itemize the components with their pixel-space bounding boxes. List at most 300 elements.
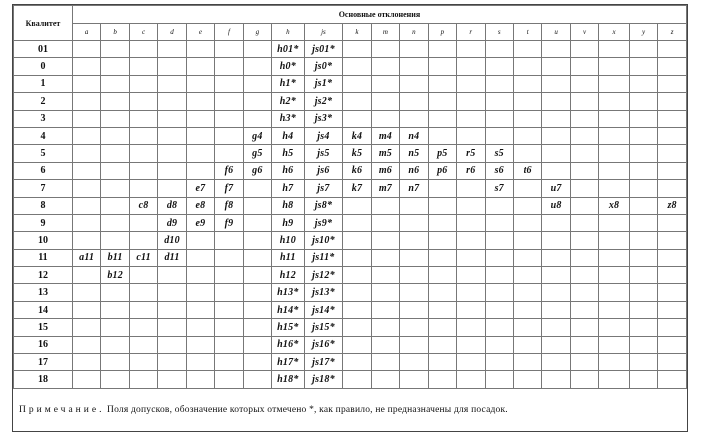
tolerance-cell: [629, 197, 657, 214]
tolerance-cell: [129, 371, 157, 388]
tolerance-cell: [570, 214, 598, 231]
tolerance-cell: [72, 336, 100, 353]
tolerance-cell: [542, 162, 570, 179]
tolerance-cell: [400, 75, 428, 92]
tolerance-cell: [457, 214, 485, 231]
tolerance-cell: [513, 354, 541, 371]
tolerance-cell: [371, 301, 399, 318]
tolerance-cell: [658, 319, 687, 336]
tolerance-cell: f8: [215, 197, 243, 214]
tolerance-cell: [658, 162, 687, 179]
tolerance-cell: [215, 93, 243, 110]
tolerance-cell: [629, 145, 657, 162]
tolerance-cell: js14*: [304, 301, 343, 318]
tolerance-cell: [158, 336, 186, 353]
tolerance-cell: h3*: [272, 110, 305, 127]
tolerance-cell: [485, 249, 513, 266]
tolerance-cell: [542, 214, 570, 231]
tolerance-cell: [343, 284, 371, 301]
tolerance-cell: [599, 162, 629, 179]
tolerance-cell: [129, 180, 157, 197]
tolerance-cell: e7: [186, 180, 214, 197]
tolerance-cell: [215, 127, 243, 144]
tolerance-cell: [129, 267, 157, 284]
tolerance-cell: [658, 354, 687, 371]
tolerance-cell: [186, 41, 214, 58]
tolerance-cell: [428, 301, 456, 318]
tolerance-cell: [658, 180, 687, 197]
column-header-row: [14, 24, 687, 41]
tolerance-cell: [101, 197, 129, 214]
tolerance-cell: s5: [485, 145, 513, 162]
tolerance-cell: [343, 319, 371, 336]
tolerance-cell: [629, 127, 657, 144]
tolerance-cell: [72, 371, 100, 388]
tolerance-cell: js17*: [304, 354, 343, 371]
tolerance-cell: [570, 284, 598, 301]
tolerance-cell: b11: [101, 249, 129, 266]
tolerance-cell: [599, 110, 629, 127]
tolerance-cell: [457, 284, 485, 301]
tolerance-cell: [542, 127, 570, 144]
tolerance-cell: h8: [272, 197, 305, 214]
tolerance-cell: [129, 214, 157, 231]
tolerance-cell: js1*: [304, 75, 343, 92]
tolerance-cell: [215, 110, 243, 127]
tolerance-cell: t6: [513, 162, 541, 179]
tolerance-cell: [658, 371, 687, 388]
tolerance-cell: [428, 93, 456, 110]
column-header-r: r: [457, 24, 485, 41]
tolerance-cell: [658, 93, 687, 110]
tolerance-cell: [457, 197, 485, 214]
tolerance-cell: [371, 41, 399, 58]
column-header-p: p: [428, 24, 456, 41]
tolerance-cell: [485, 127, 513, 144]
tolerance-cell: [186, 284, 214, 301]
tolerance-cell: [158, 75, 186, 92]
table-row: [14, 319, 687, 336]
tolerance-cell: [428, 249, 456, 266]
quality-grade-label: 3: [14, 110, 73, 127]
tolerance-cell: [485, 232, 513, 249]
tolerance-cell: [400, 197, 428, 214]
tolerance-cell: [129, 127, 157, 144]
quality-grade-label: 10: [14, 232, 73, 249]
tolerance-cell: [485, 214, 513, 231]
tolerance-cell: [513, 249, 541, 266]
column-header-y: y: [629, 24, 657, 41]
column-header-t: t: [513, 24, 541, 41]
tolerance-cell: [570, 232, 598, 249]
tolerance-cell: [129, 336, 157, 353]
table-row: [14, 58, 687, 75]
tolerance-cell: [599, 41, 629, 58]
tolerance-cell: m5: [371, 145, 399, 162]
tolerance-cell: [513, 41, 541, 58]
tolerance-cell: [570, 301, 598, 318]
tolerance-cell: k5: [343, 145, 371, 162]
tolerance-cell: js2*: [304, 93, 343, 110]
tolerance-cell: [343, 232, 371, 249]
tolerance-cell: h6: [272, 162, 305, 179]
tolerance-cell: f6: [215, 162, 243, 179]
tolerance-cell: [570, 145, 598, 162]
column-header-f: f: [215, 24, 243, 41]
tolerance-cell: [343, 371, 371, 388]
tolerance-cell: [371, 371, 399, 388]
tolerance-cell: [400, 93, 428, 110]
tolerance-cell: a11: [72, 249, 100, 266]
tolerance-cell: [400, 284, 428, 301]
tolerance-cell: h14*: [272, 301, 305, 318]
tolerance-cell: [629, 249, 657, 266]
table-row: [14, 371, 687, 388]
tolerance-cell: [400, 214, 428, 231]
tolerance-cell: [629, 214, 657, 231]
tolerance-cell: [101, 180, 129, 197]
tolerance-cell: [629, 336, 657, 353]
tolerance-cell: js0*: [304, 58, 343, 75]
tolerance-cell: [215, 232, 243, 249]
tolerance-cell: [428, 284, 456, 301]
tolerance-cell: [72, 41, 100, 58]
tolerance-cell: h01*: [272, 41, 305, 58]
table-row: [14, 75, 687, 92]
tolerance-cell: [158, 110, 186, 127]
quality-grade-label: 13: [14, 284, 73, 301]
tolerance-cell: n6: [400, 162, 428, 179]
tolerance-cell: [599, 354, 629, 371]
tolerance-cell: [658, 110, 687, 127]
tolerance-cell: [457, 267, 485, 284]
tolerance-cell: [513, 75, 541, 92]
tolerance-cell: [186, 58, 214, 75]
tolerance-cell: [428, 319, 456, 336]
tolerance-cell: [243, 301, 271, 318]
tolerance-cell: [343, 267, 371, 284]
tolerance-cell: [629, 180, 657, 197]
column-header-z: z: [658, 24, 687, 41]
tolerance-cell: d10: [158, 232, 186, 249]
tolerance-cell: [215, 249, 243, 266]
tolerance-cell: [428, 75, 456, 92]
tolerance-cell: [542, 371, 570, 388]
tolerance-cell: [599, 58, 629, 75]
quality-grade-label: 17: [14, 354, 73, 371]
tolerance-cell: [428, 336, 456, 353]
tolerance-cell: [343, 336, 371, 353]
tolerance-cell: [658, 232, 687, 249]
column-header-h: h: [272, 24, 305, 41]
tolerance-cell: [513, 180, 541, 197]
tolerance-cell: h13*: [272, 284, 305, 301]
tolerance-cell: [629, 232, 657, 249]
tolerance-cell: h18*: [272, 371, 305, 388]
tolerance-cell: h17*: [272, 354, 305, 371]
tolerance-cell: [570, 93, 598, 110]
tolerance-cell: [343, 354, 371, 371]
tolerance-cell: [101, 75, 129, 92]
tolerance-cell: [658, 127, 687, 144]
tolerance-cell: [101, 371, 129, 388]
tolerance-cell: [101, 336, 129, 353]
tolerance-cell: [101, 214, 129, 231]
tolerance-cell: f7: [215, 180, 243, 197]
tolerance-cell: [101, 232, 129, 249]
tolerance-cell: [343, 75, 371, 92]
tolerance-cell: [158, 127, 186, 144]
tolerance-cell: [513, 197, 541, 214]
tolerance-cell: [428, 180, 456, 197]
tolerance-cell: [457, 75, 485, 92]
tolerance-cell: [101, 110, 129, 127]
tolerance-cell: [243, 232, 271, 249]
tolerance-cell: [343, 197, 371, 214]
tolerance-cell: [371, 319, 399, 336]
tolerance-cell: [485, 58, 513, 75]
column-header-u: u: [542, 24, 570, 41]
tolerance-cell: s7: [485, 180, 513, 197]
tolerance-cell: h15*: [272, 319, 305, 336]
tolerance-cell: [129, 145, 157, 162]
tolerance-cell: [243, 93, 271, 110]
tolerance-cell: s6: [485, 162, 513, 179]
tolerance-cell: [599, 180, 629, 197]
tolerance-cell: [485, 301, 513, 318]
tolerance-cell: [371, 336, 399, 353]
tolerance-cell: n4: [400, 127, 428, 144]
tolerance-cell: js5: [304, 145, 343, 162]
tolerance-cell: [101, 354, 129, 371]
tolerance-cell: u7: [542, 180, 570, 197]
tolerance-cell: [513, 232, 541, 249]
tolerance-cell: [243, 180, 271, 197]
quality-grade-label: 16: [14, 336, 73, 353]
table-row: [14, 110, 687, 127]
tolerance-cell: [243, 75, 271, 92]
tolerance-cell: h12: [272, 267, 305, 284]
tolerance-cell: [72, 197, 100, 214]
tolerance-cell: [343, 93, 371, 110]
tolerance-cell: [428, 214, 456, 231]
tolerance-cell: [101, 127, 129, 144]
group-header-cell: Основные отклонения: [72, 6, 686, 24]
tolerance-cell: [101, 301, 129, 318]
table-row: [14, 301, 687, 318]
tolerance-cell: [186, 75, 214, 92]
tolerance-cell: js12*: [304, 267, 343, 284]
tolerance-cell: [129, 41, 157, 58]
tolerance-cell: [101, 58, 129, 75]
tolerance-cell: h5: [272, 145, 305, 162]
tolerance-cell: [513, 110, 541, 127]
tolerance-cell: [343, 58, 371, 75]
tolerance-cell: [400, 354, 428, 371]
tolerance-cell: [186, 110, 214, 127]
tolerance-cell: [570, 180, 598, 197]
tolerance-cell: js8*: [304, 197, 343, 214]
column-header-s: s: [485, 24, 513, 41]
tolerance-cell: [371, 110, 399, 127]
tolerance-cell: [570, 41, 598, 58]
table-row: [14, 93, 687, 110]
tolerance-cell: [243, 214, 271, 231]
tolerance-cell: [243, 249, 271, 266]
tolerance-cell: [513, 319, 541, 336]
tolerance-cell: [629, 267, 657, 284]
tolerance-cell: [371, 93, 399, 110]
tolerance-cell: [658, 284, 687, 301]
tolerance-cell: [72, 180, 100, 197]
tolerance-cell: [570, 58, 598, 75]
tolerance-cell: [542, 58, 570, 75]
tolerance-cell: [158, 301, 186, 318]
tolerance-cell: h16*: [272, 336, 305, 353]
tolerance-cell: [542, 301, 570, 318]
tolerance-cell: js7: [304, 180, 343, 197]
tolerance-cell: js3*: [304, 110, 343, 127]
tolerance-cell: [72, 354, 100, 371]
tolerance-cell: [101, 319, 129, 336]
tolerance-cell: [343, 41, 371, 58]
tolerance-cell: js01*: [304, 41, 343, 58]
tolerance-cell: [129, 93, 157, 110]
tolerance-cell: [513, 284, 541, 301]
tolerance-cell: [72, 319, 100, 336]
tolerance-cell: [158, 41, 186, 58]
table-row: [14, 214, 687, 231]
tolerance-cell: [371, 232, 399, 249]
tolerance-cell: [570, 267, 598, 284]
tolerance-cell: [186, 354, 214, 371]
tolerance-cell: [599, 267, 629, 284]
column-header-k: k: [343, 24, 371, 41]
tolerance-cell: [243, 336, 271, 353]
tolerance-cell: [485, 267, 513, 284]
tolerance-cell: [542, 75, 570, 92]
column-header-a: a: [72, 24, 100, 41]
tolerance-cell: [72, 145, 100, 162]
tolerance-cell: [72, 232, 100, 249]
tolerance-cell: [158, 93, 186, 110]
tolerance-cell: js16*: [304, 336, 343, 353]
tolerance-cell: [513, 301, 541, 318]
tolerance-cell: z8: [658, 197, 687, 214]
column-header-e: e: [186, 24, 214, 41]
table-row: [14, 249, 687, 266]
table-body: [14, 41, 687, 389]
tolerance-cell: [158, 180, 186, 197]
tolerance-cell: [400, 319, 428, 336]
quality-grade-label: 0: [14, 58, 73, 75]
tolerance-cell: [485, 336, 513, 353]
tolerance-cell: [599, 284, 629, 301]
tolerance-cell: [186, 301, 214, 318]
tolerance-cell: [457, 41, 485, 58]
tolerance-cell: [599, 75, 629, 92]
tolerance-cell: [629, 41, 657, 58]
tolerance-cell: [129, 75, 157, 92]
tolerance-cell: [570, 354, 598, 371]
tolerance-cell: [243, 41, 271, 58]
tolerance-cell: [599, 371, 629, 388]
tolerance-cell: m7: [371, 180, 399, 197]
tolerance-cell: [542, 93, 570, 110]
tolerance-cell: [570, 197, 598, 214]
tolerance-cell: n5: [400, 145, 428, 162]
tolerance-cell: u8: [542, 197, 570, 214]
tolerance-cell: [570, 249, 598, 266]
tolerance-cell: [629, 354, 657, 371]
tolerance-cell: [629, 319, 657, 336]
tolerance-cell: [542, 41, 570, 58]
tolerance-cell: [158, 284, 186, 301]
tolerance-cell: [599, 145, 629, 162]
tolerance-cell: d8: [158, 197, 186, 214]
tolerance-cell: m4: [371, 127, 399, 144]
tolerance-cell: [72, 214, 100, 231]
tolerance-cell: [101, 284, 129, 301]
tolerance-cell: [629, 93, 657, 110]
footnote-label: Примечание.: [19, 405, 105, 415]
tolerance-cell: [658, 267, 687, 284]
tolerance-cell: [428, 232, 456, 249]
tolerance-cell: [629, 110, 657, 127]
tolerance-cell: [457, 93, 485, 110]
tolerance-cell: js6: [304, 162, 343, 179]
tolerance-cell: [485, 41, 513, 58]
tolerance-cell: [371, 197, 399, 214]
tolerance-cell: [129, 110, 157, 127]
column-header-m: m: [371, 24, 399, 41]
tolerance-cell: x8: [599, 197, 629, 214]
tolerance-cell: [243, 197, 271, 214]
table-row: [14, 41, 687, 58]
tolerance-cell: [542, 336, 570, 353]
tolerance-cell: [457, 301, 485, 318]
tolerance-cell: [243, 354, 271, 371]
tolerance-cell: [72, 58, 100, 75]
tolerance-cell: m6: [371, 162, 399, 179]
tolerance-cell: [186, 267, 214, 284]
tolerance-cell: [371, 214, 399, 231]
tolerance-cell: [629, 58, 657, 75]
tolerance-cell: r5: [457, 145, 485, 162]
tolerance-cell: h7: [272, 180, 305, 197]
tolerance-cell: [158, 267, 186, 284]
tolerance-cell: [570, 336, 598, 353]
tolerance-cell: [599, 93, 629, 110]
quality-grade-label: 8: [14, 197, 73, 214]
tolerance-cell: [129, 162, 157, 179]
tolerance-cell: [129, 284, 157, 301]
table-row: [14, 145, 687, 162]
tolerance-cell: [428, 267, 456, 284]
tolerance-cell: [428, 41, 456, 58]
tolerance-cell: [658, 214, 687, 231]
tolerance-cell: h10: [272, 232, 305, 249]
tolerance-cell: [513, 336, 541, 353]
tolerance-cell: [72, 127, 100, 144]
tolerance-cell: [215, 301, 243, 318]
tolerance-cell: b12: [101, 267, 129, 284]
tolerance-cell: [485, 371, 513, 388]
tolerance-cell: n7: [400, 180, 428, 197]
table-row: [14, 197, 687, 214]
table-row: [14, 180, 687, 197]
tolerance-table: [13, 5, 687, 389]
